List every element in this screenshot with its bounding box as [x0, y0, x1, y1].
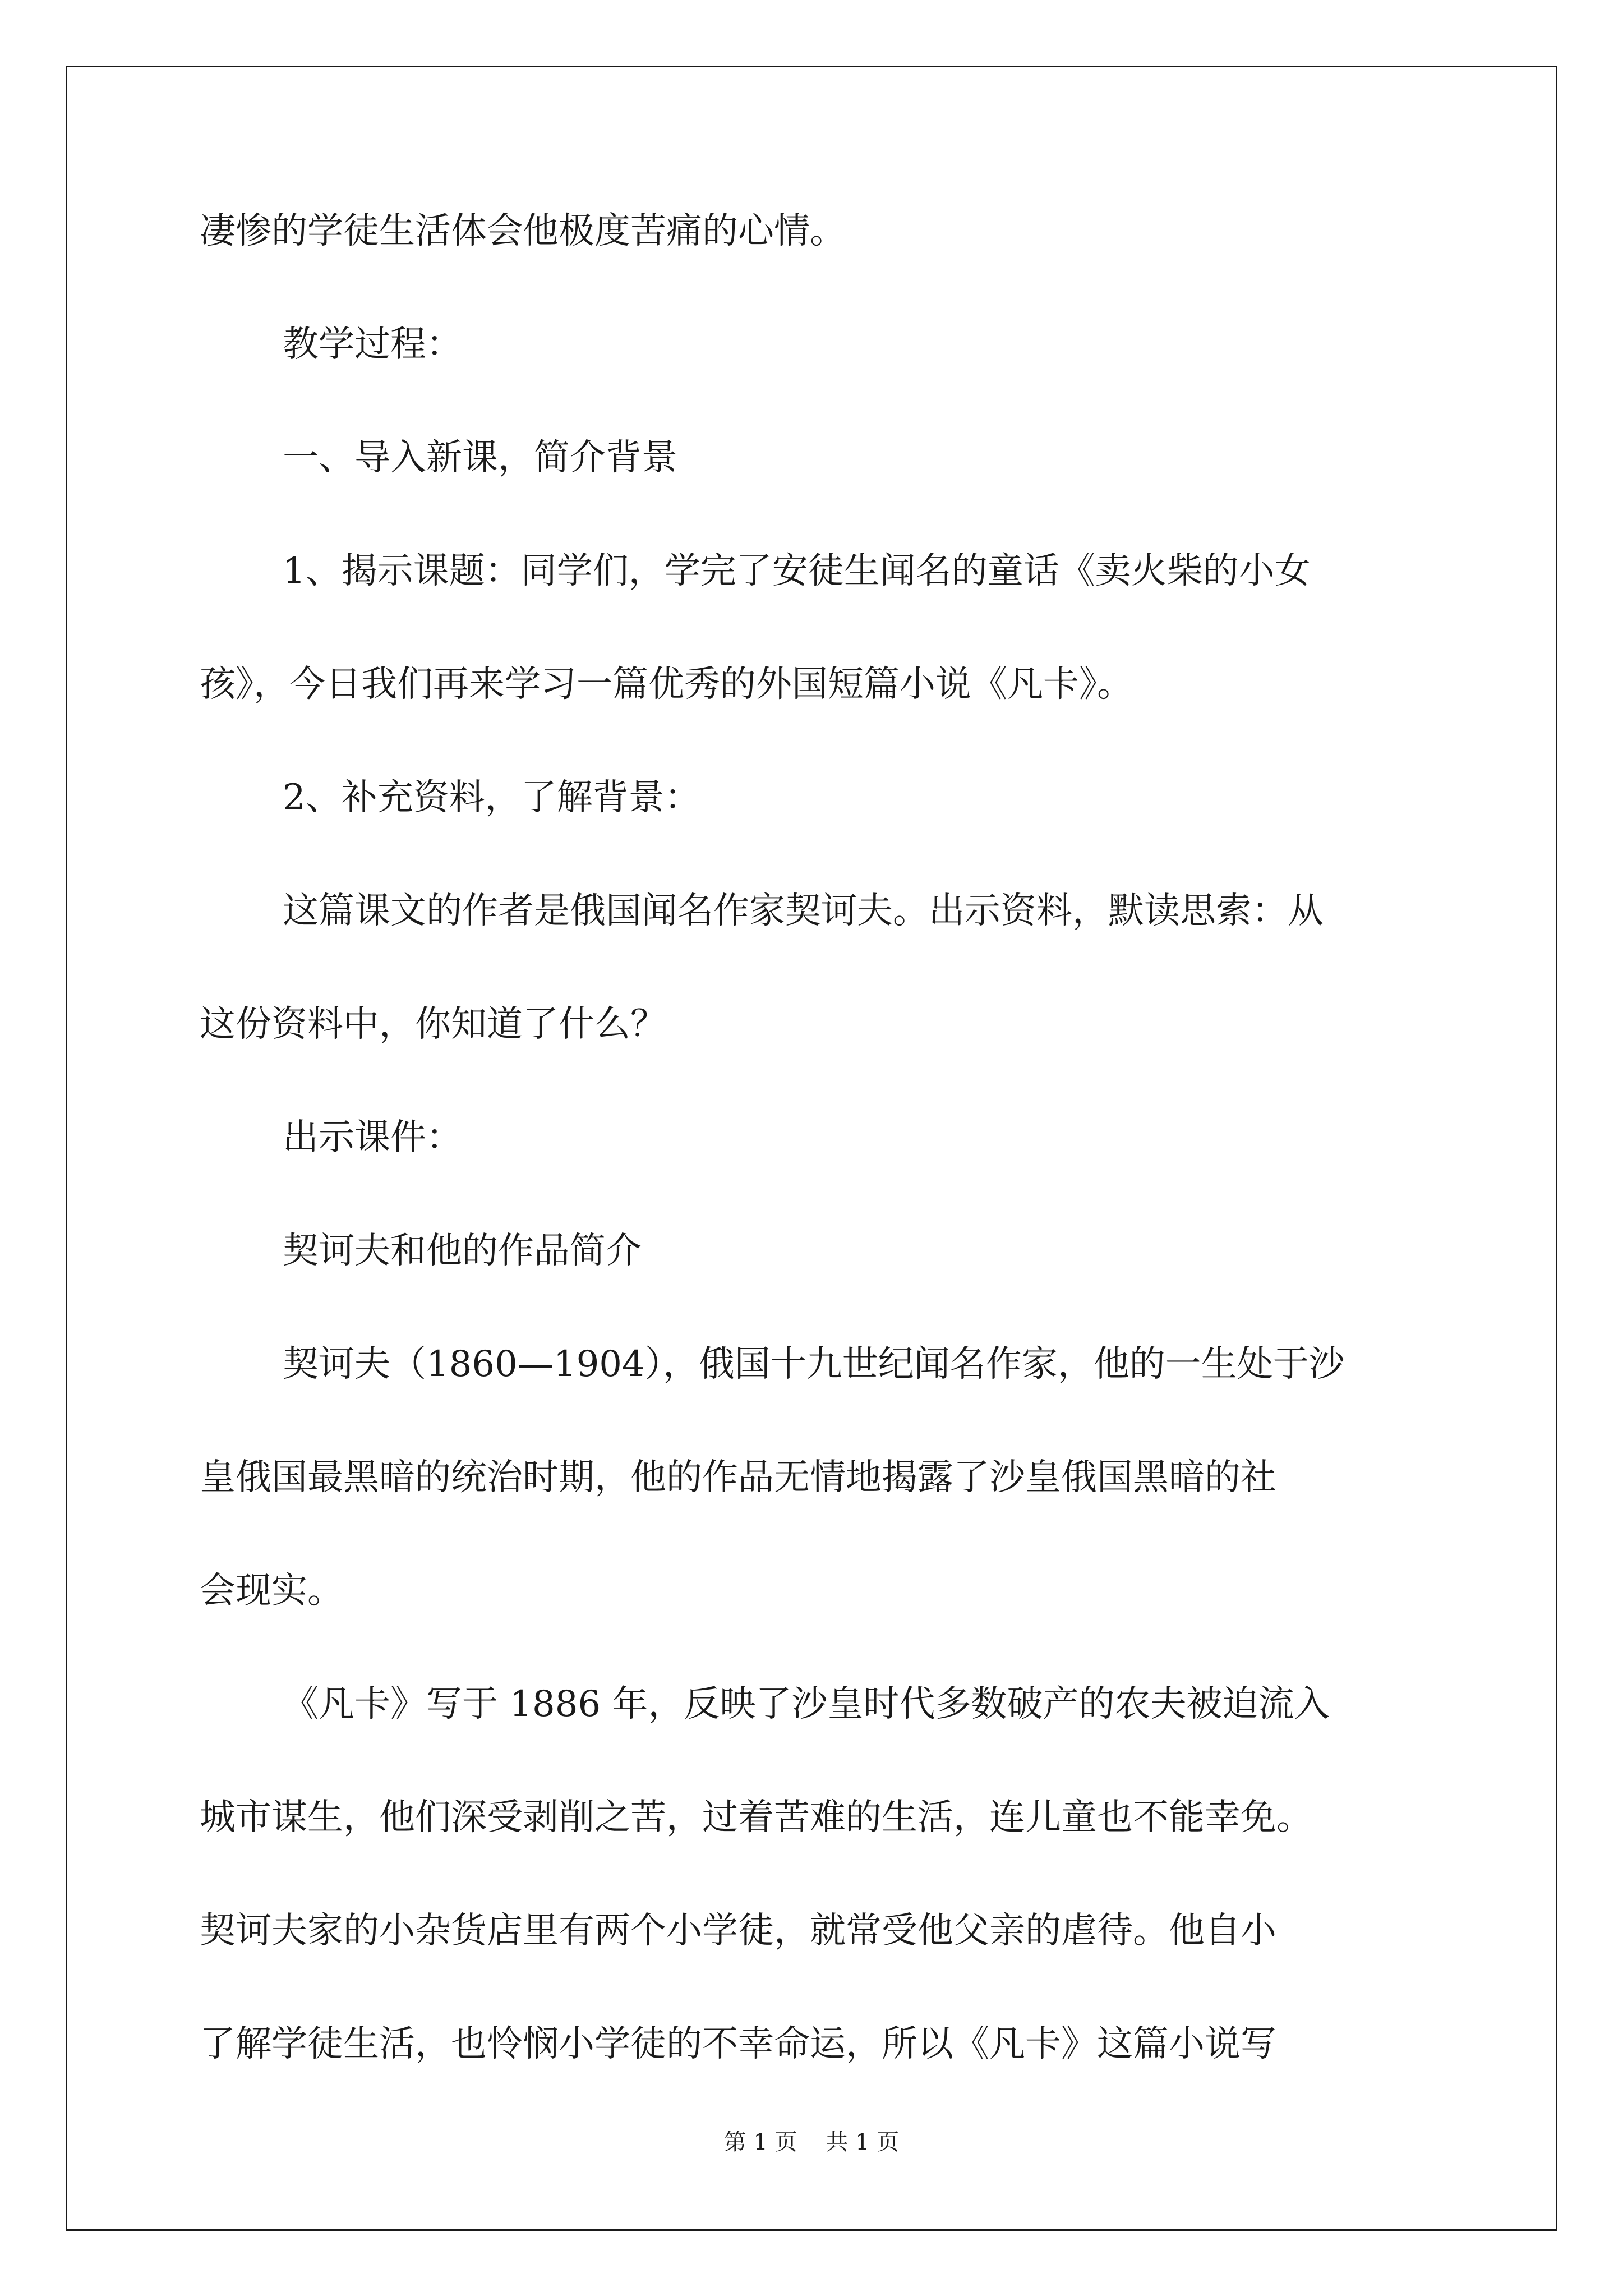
paragraph-topic-line-1: 1、揭示课题：同学们，学完了安徒生闻名的童话《卖火柴的小女 [283, 550, 1311, 592]
paragraph-topic-line-2: 孩》，今日我们再来学习一篇优秀的外国短篇小说《凡卡》。 [200, 664, 1133, 705]
paragraph-vanka-line-4: 了解学徒生活，也怜悯小学徒的不幸命运，所以《凡卡》这篇小说写 [200, 2023, 1276, 2065]
heading-teaching-process: 教学过程： [283, 324, 462, 365]
paragraph-vanka-line-1: 《凡卡》写于 1886 年，反映了沙皇时代多数破产的农夫被迫流入 [283, 1683, 1330, 1725]
subheading-author-intro: 契诃夫和他的作品简介 [283, 1230, 642, 1272]
paragraph-vanka-line-3: 契诃夫家的小杂货店里有两个小学徒，就常受他父亲的虐待。他自小 [200, 1910, 1276, 1952]
paragraph-chekhov-line-1: 契诃夫（1860—1904），俄国十九世纪闻名作家，他的一生处于沙 [283, 1343, 1345, 1385]
label-courseware: 出示课件： [283, 1117, 462, 1158]
paragraph-chekhov-line-3: 会现实。 [200, 1570, 343, 1612]
page-footer: 第 1 页 共 1 页 [723, 2129, 900, 2155]
text-line-continuation: 凄惨的学徒生活体会他极度苦痛的心情。 [200, 210, 846, 252]
paragraph-vanka-line-2: 城市谋生，他们深受剥削之苦，过着苦难的生活，连儿童也不能幸免。 [200, 1797, 1312, 1838]
section-heading-intro: 一、导入新课，简介背景 [283, 437, 677, 478]
section-heading-background: 2、补充资料，了解背景： [283, 777, 700, 818]
paragraph-chekhov-line-2: 皇俄国最黑暗的统治时期，他的作品无情地揭露了沙皇俄国黑暗的社 [200, 1457, 1276, 1498]
document-body [200, 210, 1437, 2139]
paragraph-author-line-1: 这篇课文的作者是俄国闻名作家契诃夫。出示资料，默读思索：从 [283, 890, 1324, 932]
paragraph-author-line-2: 这份资料中，你知道了什么？ [200, 1004, 666, 1045]
